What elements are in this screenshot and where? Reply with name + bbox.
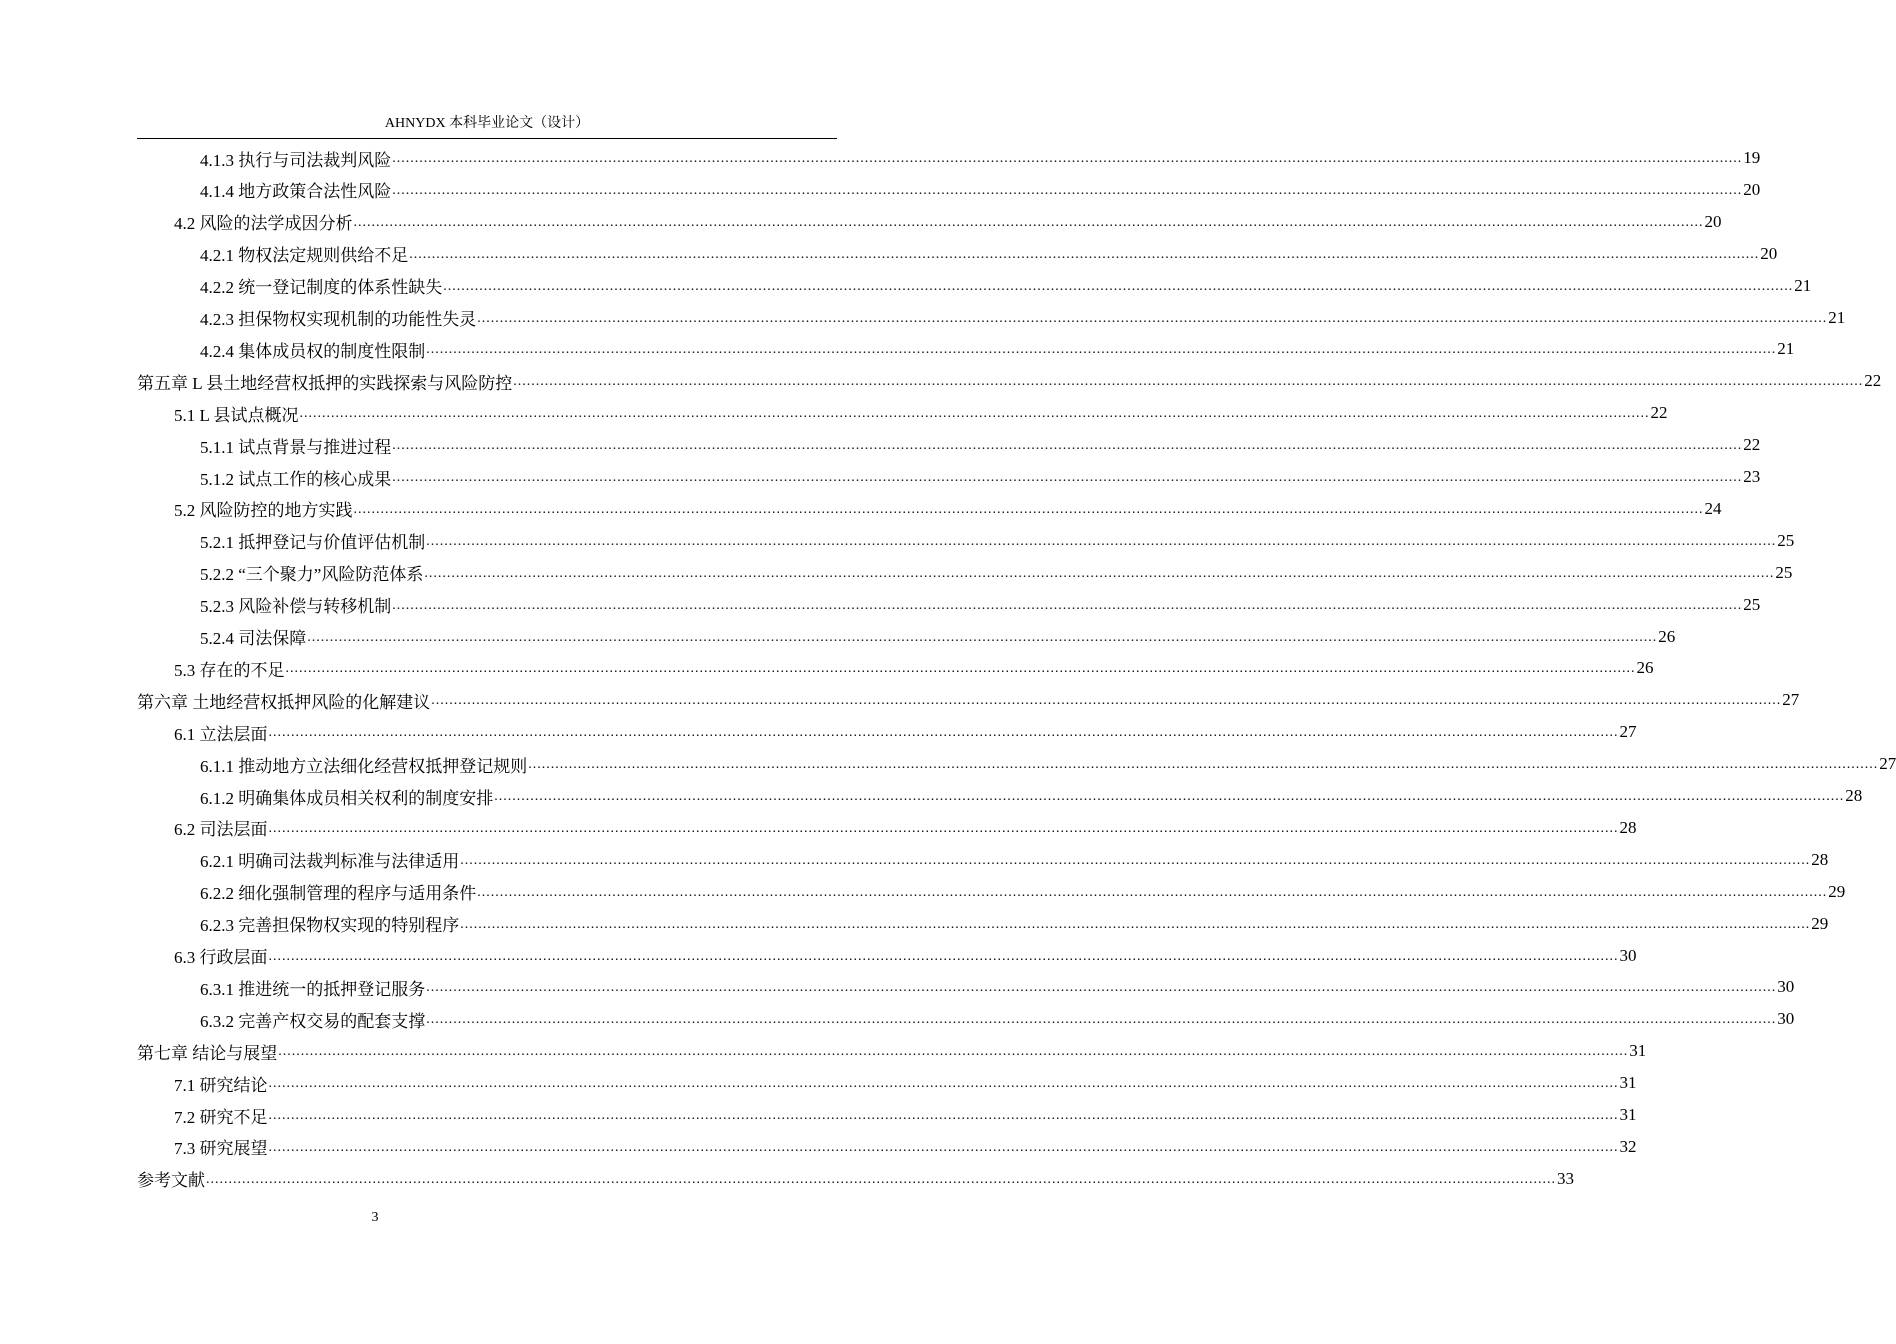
toc-entry-page: 31 — [1629, 1041, 1647, 1061]
toc-entry[interactable] — [200, 333, 1795, 365]
toc-entry[interactable] — [200, 461, 1761, 493]
toc-entry-title: 4.2.3 担保物权实现机制的功能性失灵 — [200, 310, 477, 329]
toc-entry-page: 21 — [1777, 339, 1795, 359]
toc-entry-title: 5.2.4 司法保障 — [200, 629, 307, 648]
toc-entry-title: 6.2.2 细化强制管理的程序与适用条件 — [200, 884, 477, 904]
toc-entry-page: 22 — [1743, 435, 1761, 455]
header-title: AHNYDX 本科毕业论文（设计） — [384, 116, 590, 131]
toc-entry-title: 第七章 结论与展望 — [137, 1043, 278, 1063]
toc-entry-page: 31 — [1619, 1105, 1637, 1124]
toc-entry[interactable] — [200, 238, 1778, 270]
toc-dot-leader: ............................................................................................................................................................................................................................................................................................................ — [426, 980, 1777, 996]
toc-entry-page: 30 — [1777, 977, 1795, 997]
toc-entry[interactable] — [200, 621, 1676, 653]
toc-entry-page: 23 — [1743, 467, 1761, 486]
toc-entry[interactable] — [174, 1131, 1637, 1163]
toc-dot-leader: ............................................................................................................................................................................................................................................................................................................ — [392, 182, 1743, 198]
toc-dot-leader: ............................................................................................................................................................................................................................................................................................................ — [268, 725, 1619, 741]
toc-entry-page: 26 — [1658, 626, 1676, 646]
toc-entry[interactable] — [174, 397, 1668, 429]
toc-dot-leader: ............................................................................................................................................................................................................................................................................................................ — [299, 406, 1650, 422]
toc-entry[interactable] — [174, 716, 1637, 748]
toc-entry-title: 7.2 研究不足 — [174, 1107, 268, 1127]
toc-entry-page: 25 — [1775, 562, 1793, 582]
toc-entry-page: 21 — [1828, 307, 1846, 327]
toc-entry-page: 31 — [1619, 1073, 1637, 1093]
toc-entry-page: 22 — [1864, 371, 1882, 391]
toc-entry-title: 4.1.3 执行与司法裁判风险 — [200, 150, 392, 170]
toc-entry-page: 30 — [1619, 945, 1637, 965]
toc-entry[interactable] — [174, 940, 1637, 972]
toc-entry[interactable] — [174, 652, 1654, 684]
toc-entry-page: 28 — [1619, 817, 1637, 837]
toc-entry-title: 6.3.2 完善产权交易的配套支撑 — [200, 1011, 426, 1031]
toc-entry-page: 27 — [1619, 722, 1637, 742]
toc-entry-title: 6.1.1 推动地方立法细化经营权抵押登记规则 — [200, 756, 528, 776]
toc-entry-title: 5.1.1 试点背景与推进过程 — [200, 437, 392, 457]
toc-entry-title: 6.3 行政层面 — [174, 948, 268, 967]
toc-entry-title: 5.2.1 抵押登记与价值评估机制 — [200, 533, 426, 553]
toc-entry-page: 25 — [1777, 530, 1795, 550]
toc-dot-leader: ............................................................................................................................................................................................................................................................................................................ — [353, 501, 1704, 517]
toc-entry-title: 4.2.2 统一登记制度的体系性缺失 — [200, 278, 443, 298]
toc-entry-page: 26 — [1636, 658, 1654, 678]
toc-dot-leader: ............................................................................................................................................................................................................................................................................................................ — [268, 1139, 1619, 1155]
toc-entry-title: 7.1 研究结论 — [174, 1075, 268, 1095]
toc-entry[interactable] — [174, 1099, 1637, 1131]
page-header — [137, 114, 837, 139]
toc-dot-leader: ............................................................................................................................................................................................................................................................................................................ — [477, 310, 1828, 326]
toc-entry[interactable] — [174, 812, 1637, 844]
toc-dot-leader: ............................................................................................................................................................................................................................................................................................................ — [278, 1044, 1629, 1060]
toc-entry-title: 4.2.1 物权法定规则供给不足 — [200, 246, 409, 266]
toc-entry[interactable] — [200, 908, 1829, 940]
toc-dot-leader: ............................................................................................................................................................................................................................................................................................................ — [513, 374, 1864, 390]
toc-dot-leader: ............................................................................................................................................................................................................................................................................................................ — [431, 693, 1782, 709]
toc-entry[interactable] — [137, 365, 1882, 397]
toc-dot-leader: ............................................................................................................................................................................................................................................................................................................ — [353, 214, 1704, 230]
toc-dot-leader: ............................................................................................................................................................................................................................................................................................................ — [477, 884, 1828, 900]
toc-dot-leader: ............................................................................................................................................................................................................................................................................................................ — [409, 246, 1760, 262]
toc-entry-page: 22 — [1650, 403, 1668, 423]
toc-dot-leader: ............................................................................................................................................................................................................................................................................................................ — [268, 820, 1619, 836]
toc-entry-title: 6.2.3 完善担保物权实现的特别程序 — [200, 916, 460, 936]
toc-dot-leader: ............................................................................................................................................................................................................................................................................................................ — [392, 151, 1743, 166]
toc-entry[interactable] — [174, 206, 1722, 238]
toc-dot-leader: ............................................................................................................................................................................................................................................................................................................ — [426, 533, 1777, 549]
toc-dot-leader: ............................................................................................................................................................................................................................................................................................................ — [460, 916, 1811, 932]
toc-entry[interactable] — [174, 1067, 1637, 1099]
toc-entry-title: 5.2 风险防控的地方实践 — [174, 501, 353, 521]
toc-entry[interactable] — [137, 1163, 1574, 1195]
toc-entry[interactable] — [200, 557, 1793, 589]
toc-entry[interactable] — [200, 876, 1846, 908]
toc-entry-title: 5.1.2 试点工作的核心成果 — [200, 469, 392, 489]
toc-entry-page: 30 — [1777, 1009, 1795, 1029]
toc-entry-page: 33 — [1557, 1168, 1574, 1188]
toc-entry-page: 29 — [1828, 881, 1846, 901]
toc-entry-page: 21 — [1794, 275, 1812, 295]
toc-entry-page: 28 — [1811, 849, 1829, 869]
toc-entry-title: 5.1 L 县试点概况 — [174, 405, 299, 425]
toc-entry[interactable] — [200, 525, 1795, 557]
toc-entry-title: 5.3 存在的不足 — [174, 660, 285, 680]
toc-entry[interactable] — [200, 780, 1863, 812]
toc-entry-page: 27 — [1782, 690, 1800, 710]
toc-entry[interactable] — [200, 971, 1795, 1003]
toc-entry-title: 7.3 研究展望 — [174, 1139, 268, 1159]
toc-dot-leader: ............................................................................................................................................................................................................................................................................................................ — [392, 597, 1743, 613]
toc-entry[interactable] — [137, 684, 1800, 716]
toc-dot-leader: ............................................................................................................................................................................................................................................................................................................ — [392, 438, 1743, 454]
toc-entry-page: 20 — [1743, 179, 1761, 199]
toc-dot-leader: ............................................................................................................................................................................................................................................................................................................ — [426, 342, 1777, 358]
toc-dot-leader: ............................................................................................................................................................................................................................................................................................................ — [426, 1012, 1777, 1028]
toc-entry[interactable] — [200, 142, 1761, 174]
toc-entry-title: 第五章 L 县土地经营权抵押的实践探索与风险防控 — [137, 373, 513, 393]
toc-entry[interactable] — [200, 270, 1812, 302]
toc-entry-title: 参考文献 — [137, 1171, 205, 1191]
page-footer — [0, 1210, 750, 1226]
toc-entry-title: 4.2 风险的法学成因分析 — [174, 214, 353, 234]
toc-entry-title: 6.2 司法层面 — [174, 820, 268, 840]
toc-dot-leader: ............................................................................................................................................................................................................................................................................................................ — [494, 789, 1845, 804]
toc-dot-leader: ............................................................................................................................................................................................................................................................................................................ — [443, 278, 1794, 294]
toc-dot-leader: ............................................................................................................................................................................................................................................................................................................ — [392, 470, 1743, 485]
toc-entry-title: 6.1 立法层面 — [174, 724, 268, 744]
toc-entry-page: 19 — [1743, 148, 1761, 167]
toc-entry-page: 32 — [1619, 1136, 1637, 1156]
toc-entry[interactable] — [200, 589, 1761, 621]
toc-entry-title: 4.1.4 地方政策合法性风险 — [200, 182, 392, 202]
toc-entry-page: 29 — [1811, 913, 1829, 933]
toc-entry[interactable] — [200, 844, 1829, 876]
toc-entry[interactable] — [200, 302, 1846, 334]
toc-entry-page: 24 — [1704, 498, 1722, 518]
toc-entry-page: 27 — [1879, 754, 1896, 774]
toc-dot-leader: ............................................................................................................................................................................................................................................................................................................ — [307, 629, 1658, 645]
toc-entry[interactable] — [200, 429, 1761, 461]
toc-dot-leader: ............................................................................................................................................................................................................................................................................................................ — [268, 948, 1619, 964]
toc-dot-leader: ............................................................................................................................................................................................................................................................................................................ — [424, 565, 1775, 581]
toc-dot-leader: ............................................................................................................................................................................................................................................................................................................ — [528, 757, 1879, 773]
toc-entry-page: 28 — [1845, 786, 1863, 805]
toc-entry-title: 6.1.2 明确集体成员相关权利的制度安排 — [200, 788, 494, 808]
toc-entry-title: 6.3.1 推进统一的抵押登记服务 — [200, 979, 426, 999]
toc-dot-leader: ............................................................................................................................................................................................................................................................................................................ — [268, 1108, 1619, 1123]
toc-entry-page: 20 — [1704, 211, 1722, 231]
toc-entry[interactable] — [200, 174, 1761, 206]
toc-entry[interactable] — [137, 1035, 1647, 1067]
toc-entry-page: 25 — [1743, 594, 1761, 614]
toc-entry-title: 5.2.2 “三个聚力”风险防范体系 — [200, 565, 424, 585]
toc-entry-title: 4.2.4 集体成员权的制度性限制 — [200, 341, 426, 361]
toc-dot-leader: ............................................................................................................................................................................................................................................................................................................ — [206, 1171, 1556, 1187]
page-number: 3 — [371, 1210, 379, 1225]
toc-entry-title: 6.2.1 明确司法裁判标准与法律适用 — [200, 852, 460, 872]
toc-entry-title: 5.2.3 风险补偿与转移机制 — [200, 597, 392, 617]
toc-entry[interactable] — [200, 748, 1896, 780]
toc-dot-leader: ............................................................................................................................................................................................................................................................................................................ — [285, 661, 1636, 677]
toc-dot-leader: ............................................................................................................................................................................................................................................................................................................ — [268, 1076, 1619, 1092]
toc-entry-title: 第六章 土地经营权抵押风险的化解建议 — [137, 692, 431, 712]
toc-entry-page: 20 — [1760, 243, 1778, 263]
toc-entry[interactable] — [174, 493, 1722, 525]
toc-entry[interactable] — [200, 1003, 1795, 1035]
toc-dot-leader: ............................................................................................................................................................................................................................................................................................................ — [460, 852, 1811, 868]
